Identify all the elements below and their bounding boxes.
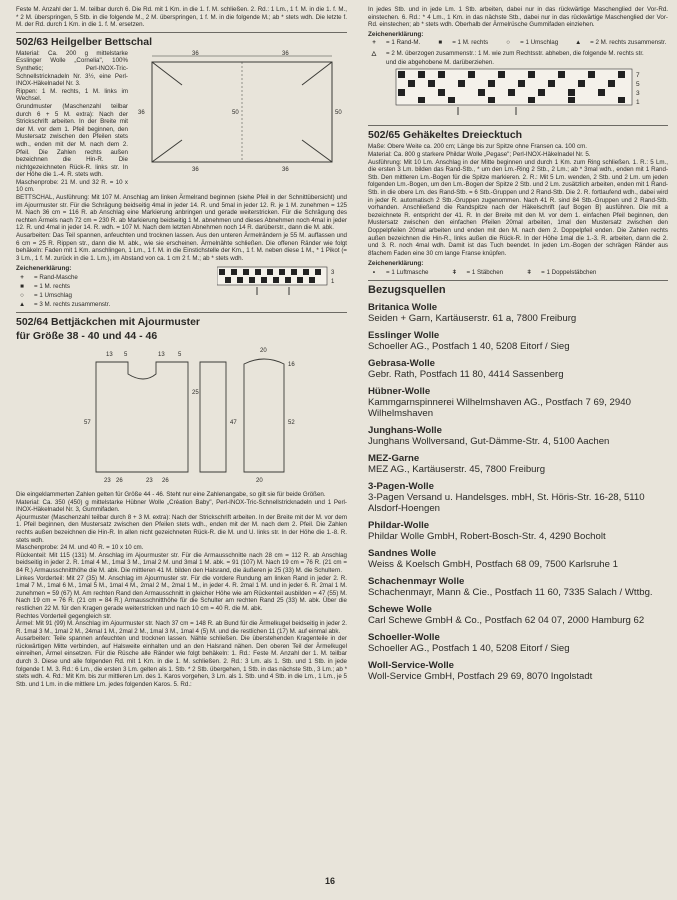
svg-text:13: 13 <box>158 352 165 358</box>
svg-text:16: 16 <box>288 362 295 368</box>
page-number: 16 <box>325 876 336 886</box>
svg-text:3: 3 <box>636 90 640 98</box>
dim-w1: 36 <box>192 50 199 57</box>
svg-text:57: 57 <box>84 420 91 426</box>
svg-text:26: 26 <box>162 478 169 484</box>
svg-text:26: 26 <box>116 478 123 484</box>
supplier-entry: Junghans-Wolle Junghans Wollversand, Gut-Dämme-Str. 4, 5100 Aachen <box>368 424 610 447</box>
supplier-entry: Phildar-Wolle Phildar Wolle GmbH, Robert-Bosch-Str. 4, 4290 Bocholt <box>368 519 606 542</box>
legend-item: ǂ = 1 Doppelstäbchen <box>527 268 597 276</box>
legend-item: • = 1 Luftmasche <box>372 268 429 276</box>
legend-item: ▲ = 3 M. rechts zusammenstr. <box>18 301 111 308</box>
right-intro: In jedes Stb. und in jede Lm. 1 Stb. arbeiten, dabei nur in das rückwärtige Maschenglied der Vor-Rd. einstechen. 6. Rd.: * 4 Lm., 1 Km. in das nächste Stb., dabei nur in das rückwärtige Maschenglied der Vor-Rd. einstechen; ab * stets wdh. Oberhalb der Ärmelrüsche Gummifaden einziehen. <box>368 6 668 29</box>
right-legend <box>368 38 668 67</box>
jacket-text-1: Die eingeklammerten Zahlen gelten für Größe 44 - 46. Steht nur eine Zahlenangabe, so gilt sie für beide Größen. <box>16 491 326 498</box>
dim-h3: 50 <box>335 109 342 116</box>
legend-item: ■ = 1 M. rechts <box>20 283 70 290</box>
intro-text: Feste M. Anzahl der 1. M. teilbar durch 6. Die Rd. mit 1 Km. in die 1. f. M. schließen. 2. Rd.: 1 Lm., 1 f. M. in die 1. f. M., * 2 M. überspringen, 5 Stb. in die folgende M., 2 M. überspringen, 1 f. M. in die folgende M.; ab * stets wdh. Die letzte f. M. der Rd. durch 1 Km. in die 1. f. M. ersetzen. <box>16 6 347 29</box>
section-title-bettjaeckchen: 502/64 Bettjäckchen mit Ajourmuster <box>16 316 201 328</box>
dim-h5: 36 <box>282 166 289 172</box>
supplier-entry: Schewe Wolle Carl Schewe GmbH & Co., Postfach 62 04 07, 2000 Hamburg 62 <box>368 603 645 626</box>
bettschal-legend: Zeichenerklärung: + = Rand-Masche ■ = 1 M. rechts ○ = 1 Umschlag ▲ = 3 M. rechts zusammenstr. <box>16 265 111 308</box>
dim-h2: 50 <box>232 109 239 116</box>
svg-text:20: 20 <box>256 478 263 484</box>
legend-item: ǂ = 1 Stäbchen <box>452 268 504 276</box>
svg-text:5: 5 <box>124 352 128 358</box>
bettschal-schematic <box>132 50 344 172</box>
chart-row-label: 1 <box>331 279 335 286</box>
bettschal-instructions: BETTSCHAL, Ausführung: Mit 107 M. Anschlag am linken Ärmelrand beginnen (siehe Pfeil in der Schnittübersicht) und im Ajourmuster str. Für die Schrägung beidseitig 4mal in jeder 14. R. und 5mal in jeder 12. R. je 1 M. zunehmen = 125 M. Nach 36 cm = 116 R. ab Anschlag eine Markierung anbringen und gerade weiterstricken. Für die Schrägung des rechten Ärmels nach 72 cm = 230 R. ab Markierung beidseitig 1 M. abnehmen und dieses Abnehmen noch 4mal in jeder 12. R. und 4mal in jeder 14. R. wdh. = 107 M. Nach dem letzten Abnehmen noch 14 R. darüberstr., dann die M. abk. <box>16 194 347 232</box>
supplier-entry: MEZ-Garne MEZ AG., Kartäuserstr. 45, 7800 Freiburg <box>368 452 546 475</box>
supplier-entry: Woll-Service-Wolle Woll-Service GmbH, Postfach 29 69, 8070 Ingolstadt <box>368 659 593 682</box>
supplier-entry: Schachenmayr Wolle Schachenmayr, Mann & Cie., Postfach 11 60, 7335 Salach / Wttbg. <box>368 575 653 598</box>
legend-item: ○ = 1 Umschlag <box>20 292 73 299</box>
svg-text:13: 13 <box>106 352 113 358</box>
jacket-text-5: Rückenteil: Mit 115 (131) M. Anschlag im Ajourmuster str. Für die Armausschnitte nach 28 cm = 112 R. ab Anschlag beidseitig in jeder 2. R. 1mal 4 M., 1mal 3 M., 1mal 2 M. und 3mal 1 M. abk. = 91 (107) M. Nach 19 cm = 76 R. (21 cm = 84 R.) Armausschnitthöhe die M. abk. Die mittleren 41 M. bilden den Halsrand, die äußeren je 25 (33) M. die Schultern. <box>16 551 347 574</box>
legend-item: ○ = 1 Umschlag <box>506 39 559 47</box>
supplier-entry: Gebrasa-Wolle Gebr. Rath, Postfach 11 80, 4414 Sassenberg <box>368 357 564 380</box>
legend-item: ▲ = 2 M. rechts zusammenstr. <box>575 39 667 47</box>
section-title-bettschal: 502/63 Heilgelber Bettschal <box>16 35 152 48</box>
left-column <box>16 6 347 688</box>
suppliers-list <box>368 302 668 682</box>
divider <box>16 312 347 313</box>
suppliers-title: Bezugsquellen <box>368 283 446 296</box>
supplier-entry: Hübner-Wolle Kammgarnspinnerei Wilhelmshaven AG., Postfach 7 69, 2940 Wilhelmshaven <box>368 385 631 419</box>
supplier-entry: Britanica Wolle Seiden + Garn, Kartäuserstr. 61 a, 7800 Freiburg <box>368 301 577 324</box>
svg-text:23: 23 <box>104 478 111 484</box>
jacket-text-7: Rechtes Vorderteil gegengleich str. <box>16 612 112 620</box>
dim-w2: 36 <box>282 50 289 57</box>
legend-item: + = 1 Rand-M. <box>372 39 421 47</box>
jacket-text-3: Ajourmuster (Maschenzahl teilbar durch 8 + 3 M. extra): Nach der Strickschrift arbeiten. In der Breite mit der M. vor dem 1. Pfeil beginnen, den Mustersatz zwischen den Pfeilen stets wdh., enden mit der M. nach dem 2. Pfeil. Die Zahlen rechts außen bezeichnen die Hin-R. In allen nicht gezeichneten Rück-R. die M. und U. links str. In der Höhe die 1.-8. R. stets wdh. <box>16 513 347 544</box>
jacket-text-9: Ausarbeiten: Teile spannen anfeuchten und trocknen lassen. Nähte schließen. Die überstehenden Kragenteile in der rückwärtigen Mitte verbinden, auf Halsweite einhalten und an den Halsrand nähen. Den oberen Teil der Ärmelkugel einreihen, Ärmel einsetzen. Für die Rüsche alle Ränder wie folgt behäkeln: 1. Rd.: Feste M. Anzahl der 1. M. teilbar durch 3. Diese und alle folgenden Rd. mit 1 Km. in die 1. M. schließen. 2. Rd.: 3 Lm. als 1. Stb. und 1 Stb. in jede folgende f. M. 3. Rd.: 6 Lm., die ersten 3 Lm. gelten als 1. Stb. * 2 Stb. übergehen, 1 Stb. in das nächste Stb., 3 Lm.; ab * stets wdh. 4. Rd.: Mit Km. bis zur mittleren Lm. des 1. Karos vorgehen, 3 Lm. als 1. Stb. und 4 Stb. in die Lm., 1 Lm., je 5 Stb. und 1 Lm. in die mittlere Lm. jedes folgenden Karos. 5. Rd.: <box>16 635 347 688</box>
svg-text:23: 23 <box>146 478 153 484</box>
bettschal-finishing: Ausarbeiten: Das Teil spannen, anfeuchten und trocknen lassen. Aus den unteren Ärmelrändern je 55 M. auffassen und 6 cm = 25 R. Rippen str., dann die M. abk., wie sie erscheinen. Ärmelnähte schließen. Die offenen Ränder wie folgt behäkeln: Faden mit 1 Km. anschlingen, 1 Lm., 1 f. M. in die Einstichstelle der Km., 1 f. M. neben diese 1 M., * 1 Pikot (= 3 Lm., 1 f. M. zurück in die 1. Lm.), im Abstand von ca. 1 cm 2 f. M.; ab * stets wdh. <box>16 232 347 262</box>
supplier-entry: Sandnes Wolle Weiss & Koelsch GmbH, Postfach 68 09, 7500 Karlsruhe 1 <box>368 547 618 570</box>
jacket-text-2: Material: Ca. 350 (450) g mittelstarke Hübner Wolle „Création Baby", Perl-INOX-Tric-Schnellstricknadeln und 1 Perl-INOX-Häkelnadel Nr. 3, Gummifaden. <box>16 498 347 514</box>
legend-item: ■ = 1 M. rechts <box>438 39 489 47</box>
bettschal-block <box>16 50 347 194</box>
svg-text:47: 47 <box>230 420 237 426</box>
jacket-text-4: Maschenprobe: 24 M. und 40 R. = 10 x 10 cm. <box>16 544 144 552</box>
svg-text:7: 7 <box>636 72 640 80</box>
jacket-text-6: Linkes Vorderteil: Mit 27 (35) M. Anschlag im Ajourmuster str. Für die vordere Rundung am linken Rand in jeder 2. R. 1mal 7 M., 1mal 6 M., 1mal 5 M., 1mal 4 M., 2mal 2 M., 2mal 1 M., in jeder 4. R. 2mal 1 M. und in jeder 6. R. 2mal 1 M. zunehmen = 59 (67) M. Am rechten Rand den Armausschnitt in gleicher Höhe wie am Rückenteil ausbilden = 47 (55) M. Nach 19 cm = 76 R. (21 cm = 84 R.) Armausschnitthöhe für die Schulter am rechten Rand 25 (33) M. abk. Über die restlichen 22 M. für den Kragen gerade weiterstricken und nach 10 cm = 40 R. die M. abk. <box>16 574 347 612</box>
chart-row-label: 3 <box>331 270 335 277</box>
dim-h4: 36 <box>192 166 199 172</box>
legend-item: + = Rand-Masche <box>20 274 78 281</box>
divider <box>368 125 668 126</box>
svg-text:5: 5 <box>178 352 182 358</box>
svg-text:1: 1 <box>636 99 640 107</box>
right-column: In jedes Stb. und in jede Lm. 1 Stb. arbeiten, dabei nur in das rückwärtige Maschenglied der Vor-Rd. einstechen. 6. Rd.: * 4 Lm., 1 Km. in das nächste Stb., dabei nur in das rückwärtige Maschenglied der Vor-Rd. einstechen; ab * stets wdh. Oberhalb der Ärmelrüsche Gummifaden einziehen. Zeichenerklärung: + = 1 Rand-M. ■ = 1 M. rechts ○ = 1 Umschlag ▲ = 2 M. rechts zusammenstr. △ = 2 M. überzogen zusammenstr.: 1 M. wie zum Rechtsstr. abheben, die folgende M. rechts str. und die abgehobene M. darüberziehen. 7 5 3 1 502/65 Gehäkeltes Dreiecktuch Maße: Obere Weite ca. 200 cm; Länge bis zur Spitze ohne Fransen ca. 100 cm. Material: Ca. 800 g starkere Phildar Wolle „Pegase"; Perl-INOX-Häkelnadel Nr. 5. Ausführung: Mit 10 Lm. Anschlag in der Mitte beginnen und durch 1 Km. zum Ring schließen. 1. R.: 5 Lm., die ersten 3 Lm. bilden das Rand-Stb., * um den Lm.-Ring 2 Stb., 2 Lm.; ab * 3mal wdh., enden mit 1 Rand-Stb. Den mittleren Lm.-Bogen für die Spitze markieren. 2. R.: Mit 5 Lm. wenden, 2 Stb. und 2 Lm. um jeden folgenden Lm.-Bogen, um den Lm.-Bogen der Spitze 2 Stb. und 2 Lm. zusätzlich arbeiten, enden mit 1 Rand-Stb. in die obere Lm. des Rand-Stb. = 6 Stb.-Gruppen und 2 Rand-Stb. Die 2. R. fortlaufend wdh., dabei wird in jeder R. automatisch 2 Stb.-Gruppen zugenommen. Nach 41 R. sind 84 Stb.-Gruppen und 2 Rand-Stb. vorhanden. Anschließend die Randspitze nach der Häkelschrift (auf Bogen B) ausführen. Die mit a bezeichnete R. entspricht der 41. R. In der Breite mit den M. vor dem 1. einfachen Pfeil beginnen, den Mustersatz zwischen den einfachen Pfeilen 20mal arbeiten, 1mal den Mustersatz zwischen den Doppelpfeilen 20mal arbeiten und enden mit den M. nach dem 2. Doppelpfeil enden. Die Zahlen rechts außen bezeichnen die Hin-R., links außen die Rück-R. In der Höhe 1mal die 1.-3. R. arbeiten, dann die 2. und 3. R. noch 4mal wdh. Damit ist das Tuch beendet. In jeden Lm.-Bogen der schrägen Ränder aus 8fachem Faden eine 30 cm lange Franse knüpfen. Zeichenerklärung: • = 1 Luftmasche ǂ = 1 Stäbchen ǂ = 1 Doppelstäbchen Bezugsquellen Britanica Wolle Seiden + Garn, Kartäuserstr. 61 a, 7800 Freiburg Esslinger Wolle Schoeller AG., Postfach 1 40, 5208 Eitorf / Sieg Gebrasa-Wolle Gebr. Rath, Postfach 11 80, 4414 Sassenberg Hübner-Wolle Kammgarnspinnerei Wilhelmshaven AG., Postfach 7 69, 2940 Wilhelmshaven Junghans-Wolle Junghans Wollversand, Gut-Dämme-Str. 4, 5100 Aachen MEZ-Garne MEZ AG., Kartäuserstr. 45, 7800 Freiburg 3-Pagen-Wolle 3-Pagen Versand u. Handelsges. mbH, St. Höris-Str. 16-28, 5110 Alsdorf-Hoengen Phildar-Wolle Phildar Wolle GmbH, Robert-Bosch-Str. 4, 4290 Bocholt Sandnes Wolle Weiss & Koelsch GmbH, Postfach 68 09, 7500 Karlsruhe 1 Schachenmayr Wolle Schachenmayr, Mann & Cie., Postfach 11 60, 7335 Salach / Wttbg. Schewe Wolle Carl Schewe GmbH & Co., Postfach 62 04 07, 2000 Hamburg 62 Schoeller-Wolle Schoeller AG., Postfach 1 40, 5208 Eitorf / Sieg Woll-Service-Wolle Woll-Service GmbH, Postfach 29 69, 8070 Ingolstadt <box>368 6 668 682</box>
bettjaeckchen-schematic <box>16 344 347 486</box>
supplier-entry: 3-Pagen-Wolle 3-Pagen Versand u. Handelsges. mbH, St. Höris-Str. 16-28, 5110 Alsdorf-Hoengen <box>368 480 645 514</box>
section-title-dreiecktuch: 502/65 Gehäkeltes Dreiecktuch <box>368 129 523 142</box>
jacket-text-8: Ärmel: Mit 91 (99) M. Anschlag im Ajourmuster str. Nach 37 cm = 148 R. ab Bund für die Ärmelkugel beidseitig in jeder 2. R. 1mal 3 M., 1mal 2 M., 24mal 1 M., 2mal 2 M., 1mal 3 M., 1mal 4 (5) M. und die restlichen 11 (17) M. auf einmal abk. <box>16 620 347 635</box>
bettschal-material-text: Material: Ca. 200 g mittelstarke Esslinger Wolle „Cornelia", 100% Synthetic; Perl-INOX-Tric-Schnellstricknadeln Nr. 3½, eine Perl-INOX-Häkelnadel Nr. 3. Rippen: 1 M. rechts, 1 M. links im Wechsel. Grundmuster (Maschenzahl teilbar durch 6 + 5 M. extra): Nach der Strickschrift arbeiten. In der Breite mit der M. vor dem 1. Pfeil beginnen, den Mustersatz zwischen den Pfeilen stets wdh., enden mit der M. nach dem 2. Pfeil. Die Zahlen rechts außen bezeichnen die Hin-R. Die nichtgezeichneten Rück-R. links str. In der Höhe die 1.-4. R. stets wdh. Maschenprobe: 21 M. und 32 R. = 10 x 10 cm. <box>16 49 128 194</box>
supplier-entry: Esslinger Wolle Schoeller AG., Postfach 1 40, 5208 Eitorf / Sieg <box>368 329 570 352</box>
svg-text:20: 20 <box>260 348 267 354</box>
bettschal-legend-block <box>16 265 347 309</box>
bettschal-knitting-chart <box>217 265 347 297</box>
legend-item: △ = 2 M. überzogen zusammenstr.: 1 M. wie zum Rechtsstr. abheben, die folgende M. rechts str. und die abgehobene M. darüberziehen. <box>371 50 644 67</box>
jacket-knitting-chart <box>368 67 668 117</box>
crochet-legend <box>368 268 668 277</box>
divider <box>368 280 668 281</box>
section-subtitle-sizes: für Größe 38 - 40 und 44 - 46 <box>16 330 158 342</box>
supplier-entry: Schoeller-Wolle Schoeller AG., Postfach 1 40, 5208 Eitorf / Sieg <box>368 631 570 654</box>
divider <box>16 32 347 33</box>
svg-text:5: 5 <box>636 81 640 89</box>
svg-text:52: 52 <box>288 420 295 426</box>
svg-text:25: 25 <box>192 390 199 396</box>
dim-h1: 36 <box>138 109 145 116</box>
